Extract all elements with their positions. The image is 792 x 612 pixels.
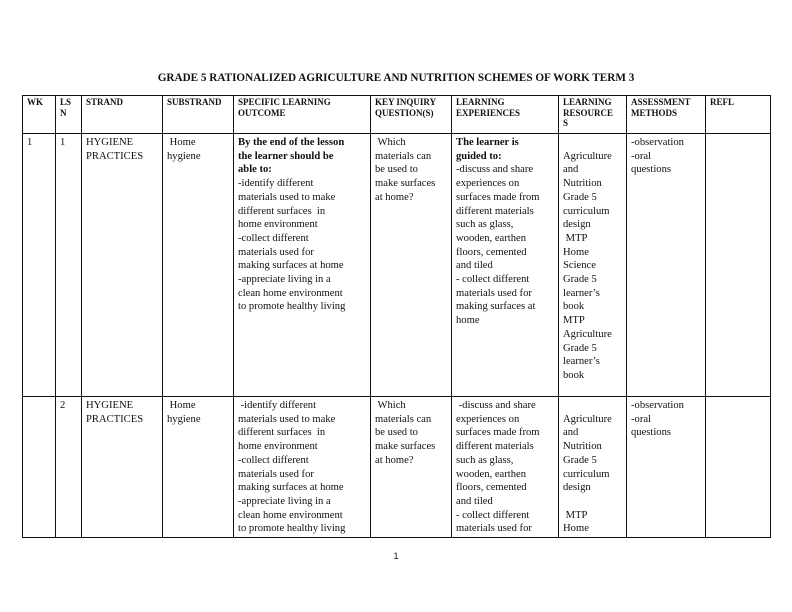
- text-line: MTP: [563, 509, 588, 521]
- cell-lsn: 2: [56, 397, 82, 538]
- text-line: materials used for: [238, 468, 314, 480]
- text-line: MTP: [563, 315, 585, 327]
- text-line: floors, cemented: [456, 246, 527, 258]
- text-line: - collect different: [456, 509, 530, 521]
- text-line: -discuss and share: [456, 400, 536, 411]
- slo-intro: [238, 136, 366, 177]
- text-line: be used to: [375, 164, 418, 176]
- slo-list: [238, 177, 366, 314]
- text-line: The learner is: [456, 137, 519, 148]
- header-learning-experiences: LEARNING EXPERIENCES: [452, 96, 559, 134]
- text-line: Agriculture: [563, 413, 612, 425]
- cell-reflection: [706, 397, 771, 538]
- scheme-of-work-table: [22, 95, 771, 538]
- cell-strand: [82, 134, 163, 397]
- text-line: different materials: [456, 205, 534, 217]
- page-number: 1: [393, 551, 399, 561]
- text-line: questions: [631, 164, 672, 176]
- cell-assessment-methods: [627, 397, 706, 538]
- header-reflection: REFL: [706, 96, 771, 134]
- text-line: materials used for: [456, 523, 532, 535]
- cell-assessment-methods: [627, 134, 706, 397]
- text-line: learner’s: [563, 356, 600, 368]
- text-line: HYGIENE: [86, 400, 134, 411]
- text-line: different surfaces in: [238, 427, 326, 439]
- le-list: [456, 163, 554, 327]
- text-line: and: [563, 164, 579, 176]
- cell-learning-resources: [559, 397, 627, 538]
- text-line: able to:: [238, 164, 272, 176]
- text-line: such as glass,: [456, 454, 514, 466]
- text-line: home environment: [238, 441, 318, 453]
- cell-wk: 1: [23, 134, 56, 397]
- text-line: Home: [563, 523, 589, 535]
- text-line: Home: [167, 137, 196, 148]
- text-line: - collect different: [456, 274, 530, 286]
- text-line: Science: [563, 260, 596, 272]
- text-line: wooden, earthen: [456, 232, 527, 244]
- cell-learning-experiences: [452, 134, 559, 397]
- text-line: at home?: [375, 191, 414, 203]
- text-line: -observation: [631, 137, 684, 148]
- text-line: -discuss and share: [456, 164, 534, 176]
- le-intro: [456, 136, 554, 163]
- header-substrand: SUBSTRAND: [163, 96, 234, 134]
- cell-key-inquiry-question: [371, 397, 452, 538]
- text-line: clean home environment: [238, 509, 343, 521]
- text-line: and tiled: [456, 495, 493, 507]
- text-line: Nutrition: [563, 178, 602, 190]
- header-lsn: LS N: [56, 96, 82, 134]
- text-line: materials used to make: [238, 413, 336, 425]
- text-line: Which: [375, 400, 406, 411]
- text-line: -collect different: [238, 454, 309, 466]
- cell-substrand: [163, 134, 234, 397]
- lr-list: [563, 150, 622, 383]
- text-line: materials used for: [456, 287, 532, 299]
- lr-list-b: [563, 509, 622, 536]
- cell-specific-learning-outcome: [234, 397, 371, 538]
- cell-specific-learning-outcome: [234, 134, 371, 397]
- text-line: different surfaces in: [238, 205, 326, 217]
- header-learning-resources: LEARNING RESOURCE S: [559, 96, 627, 134]
- cell-learning-experiences: [452, 397, 559, 538]
- text-line: curriculum: [563, 205, 610, 217]
- text-line: materials can: [375, 413, 432, 425]
- text-line: -identify different: [238, 400, 317, 411]
- text-line: home environment: [238, 219, 318, 231]
- text-line: materials used for: [238, 246, 314, 258]
- text-line: -appreciate living in a: [238, 495, 331, 507]
- lr-list-a: [563, 413, 622, 495]
- text-line: -observation: [631, 400, 684, 411]
- text-line: Which: [375, 137, 406, 148]
- text-line: -oral: [631, 150, 651, 162]
- text-line: PRACTICES: [86, 150, 144, 162]
- text-line: and: [563, 427, 579, 439]
- header-specific-learning-outcome: SPECIFIC LEARNING OUTCOME: [234, 96, 371, 134]
- text-line: hygiene: [167, 150, 201, 162]
- text-line: be used to: [375, 427, 418, 439]
- text-line: Home: [167, 400, 196, 411]
- text-line: wooden, earthen: [456, 468, 527, 480]
- text-line: Home: [563, 246, 589, 258]
- text-line: experiences on: [456, 178, 520, 190]
- cell-learning-resources: [559, 134, 627, 397]
- text-line: Nutrition: [563, 441, 602, 453]
- text-line: -identify different: [238, 178, 314, 190]
- text-line: -collect different: [238, 232, 309, 244]
- text-line: such as glass,: [456, 219, 514, 231]
- table-row: [23, 134, 771, 397]
- header-wk: WK: [23, 96, 56, 134]
- text-line: making surfaces at home: [238, 260, 344, 272]
- text-line: Grade 5: [563, 191, 597, 203]
- text-line: make surfaces: [375, 441, 436, 453]
- text-line: surfaces made from: [456, 191, 540, 203]
- text-line: materials can: [375, 150, 432, 162]
- header-strand: STRAND: [82, 96, 163, 134]
- text-line: By the end of the lesson: [238, 137, 345, 148]
- text-line: make surfaces: [375, 178, 436, 190]
- text-line: materials used to make: [238, 191, 336, 203]
- text-line: Grade 5: [563, 342, 597, 354]
- cell-lsn: 1: [56, 134, 82, 397]
- text-line: making surfaces at: [456, 301, 536, 313]
- text-line: different materials: [456, 441, 534, 453]
- cell-strand: [82, 397, 163, 538]
- cell-key-inquiry-question: [371, 134, 452, 397]
- text-line: HYGIENE: [86, 137, 134, 148]
- document-title: GRADE 5 RATIONALIZED AGRICULTURE AND NUTRITION SCHEMES OF WORK TERM 3: [157, 72, 635, 84]
- header-assessment-methods: ASSESSMENT METHODS: [627, 96, 706, 134]
- text-line: curriculum: [563, 468, 610, 480]
- text-line: -oral: [631, 413, 651, 425]
- text-line: and tiled: [456, 260, 493, 272]
- text-line: experiences on: [456, 413, 520, 425]
- text-line: questions: [631, 427, 672, 439]
- text-line: guided to:: [456, 150, 502, 162]
- header-key-inquiry-questions: KEY INQUIRY QUESTION(S): [371, 96, 452, 134]
- text-line: hygiene: [167, 413, 201, 425]
- text-line: to promote healthy living: [238, 523, 346, 535]
- table-row: [23, 397, 771, 538]
- text-line: clean home environment: [238, 287, 343, 299]
- text-line: Agriculture: [563, 150, 612, 162]
- text-line: to promote healthy living: [238, 301, 346, 313]
- cell-reflection: [706, 134, 771, 397]
- table-header-row: [23, 96, 771, 134]
- text-line: the learner should be: [238, 150, 334, 162]
- text-line: Grade 5: [563, 274, 597, 286]
- text-line: MTP: [563, 232, 588, 244]
- text-line: PRACTICES: [86, 413, 144, 425]
- text-line: design: [563, 482, 591, 494]
- text-line: making surfaces at home: [238, 482, 344, 494]
- text-line: design: [563, 219, 591, 231]
- text-line: Agriculture: [563, 328, 612, 340]
- text-line: -appreciate living in a: [238, 274, 331, 286]
- text-line: at home?: [375, 454, 414, 466]
- text-line: home: [456, 315, 480, 327]
- text-line: floors, cemented: [456, 482, 527, 494]
- text-line: book: [563, 301, 585, 313]
- text-line: Grade 5: [563, 454, 597, 466]
- cell-wk: [23, 397, 56, 538]
- text-line: book: [563, 369, 585, 381]
- cell-substrand: [163, 397, 234, 538]
- text-line: learner’s: [563, 287, 600, 299]
- text-line: surfaces made from: [456, 427, 540, 439]
